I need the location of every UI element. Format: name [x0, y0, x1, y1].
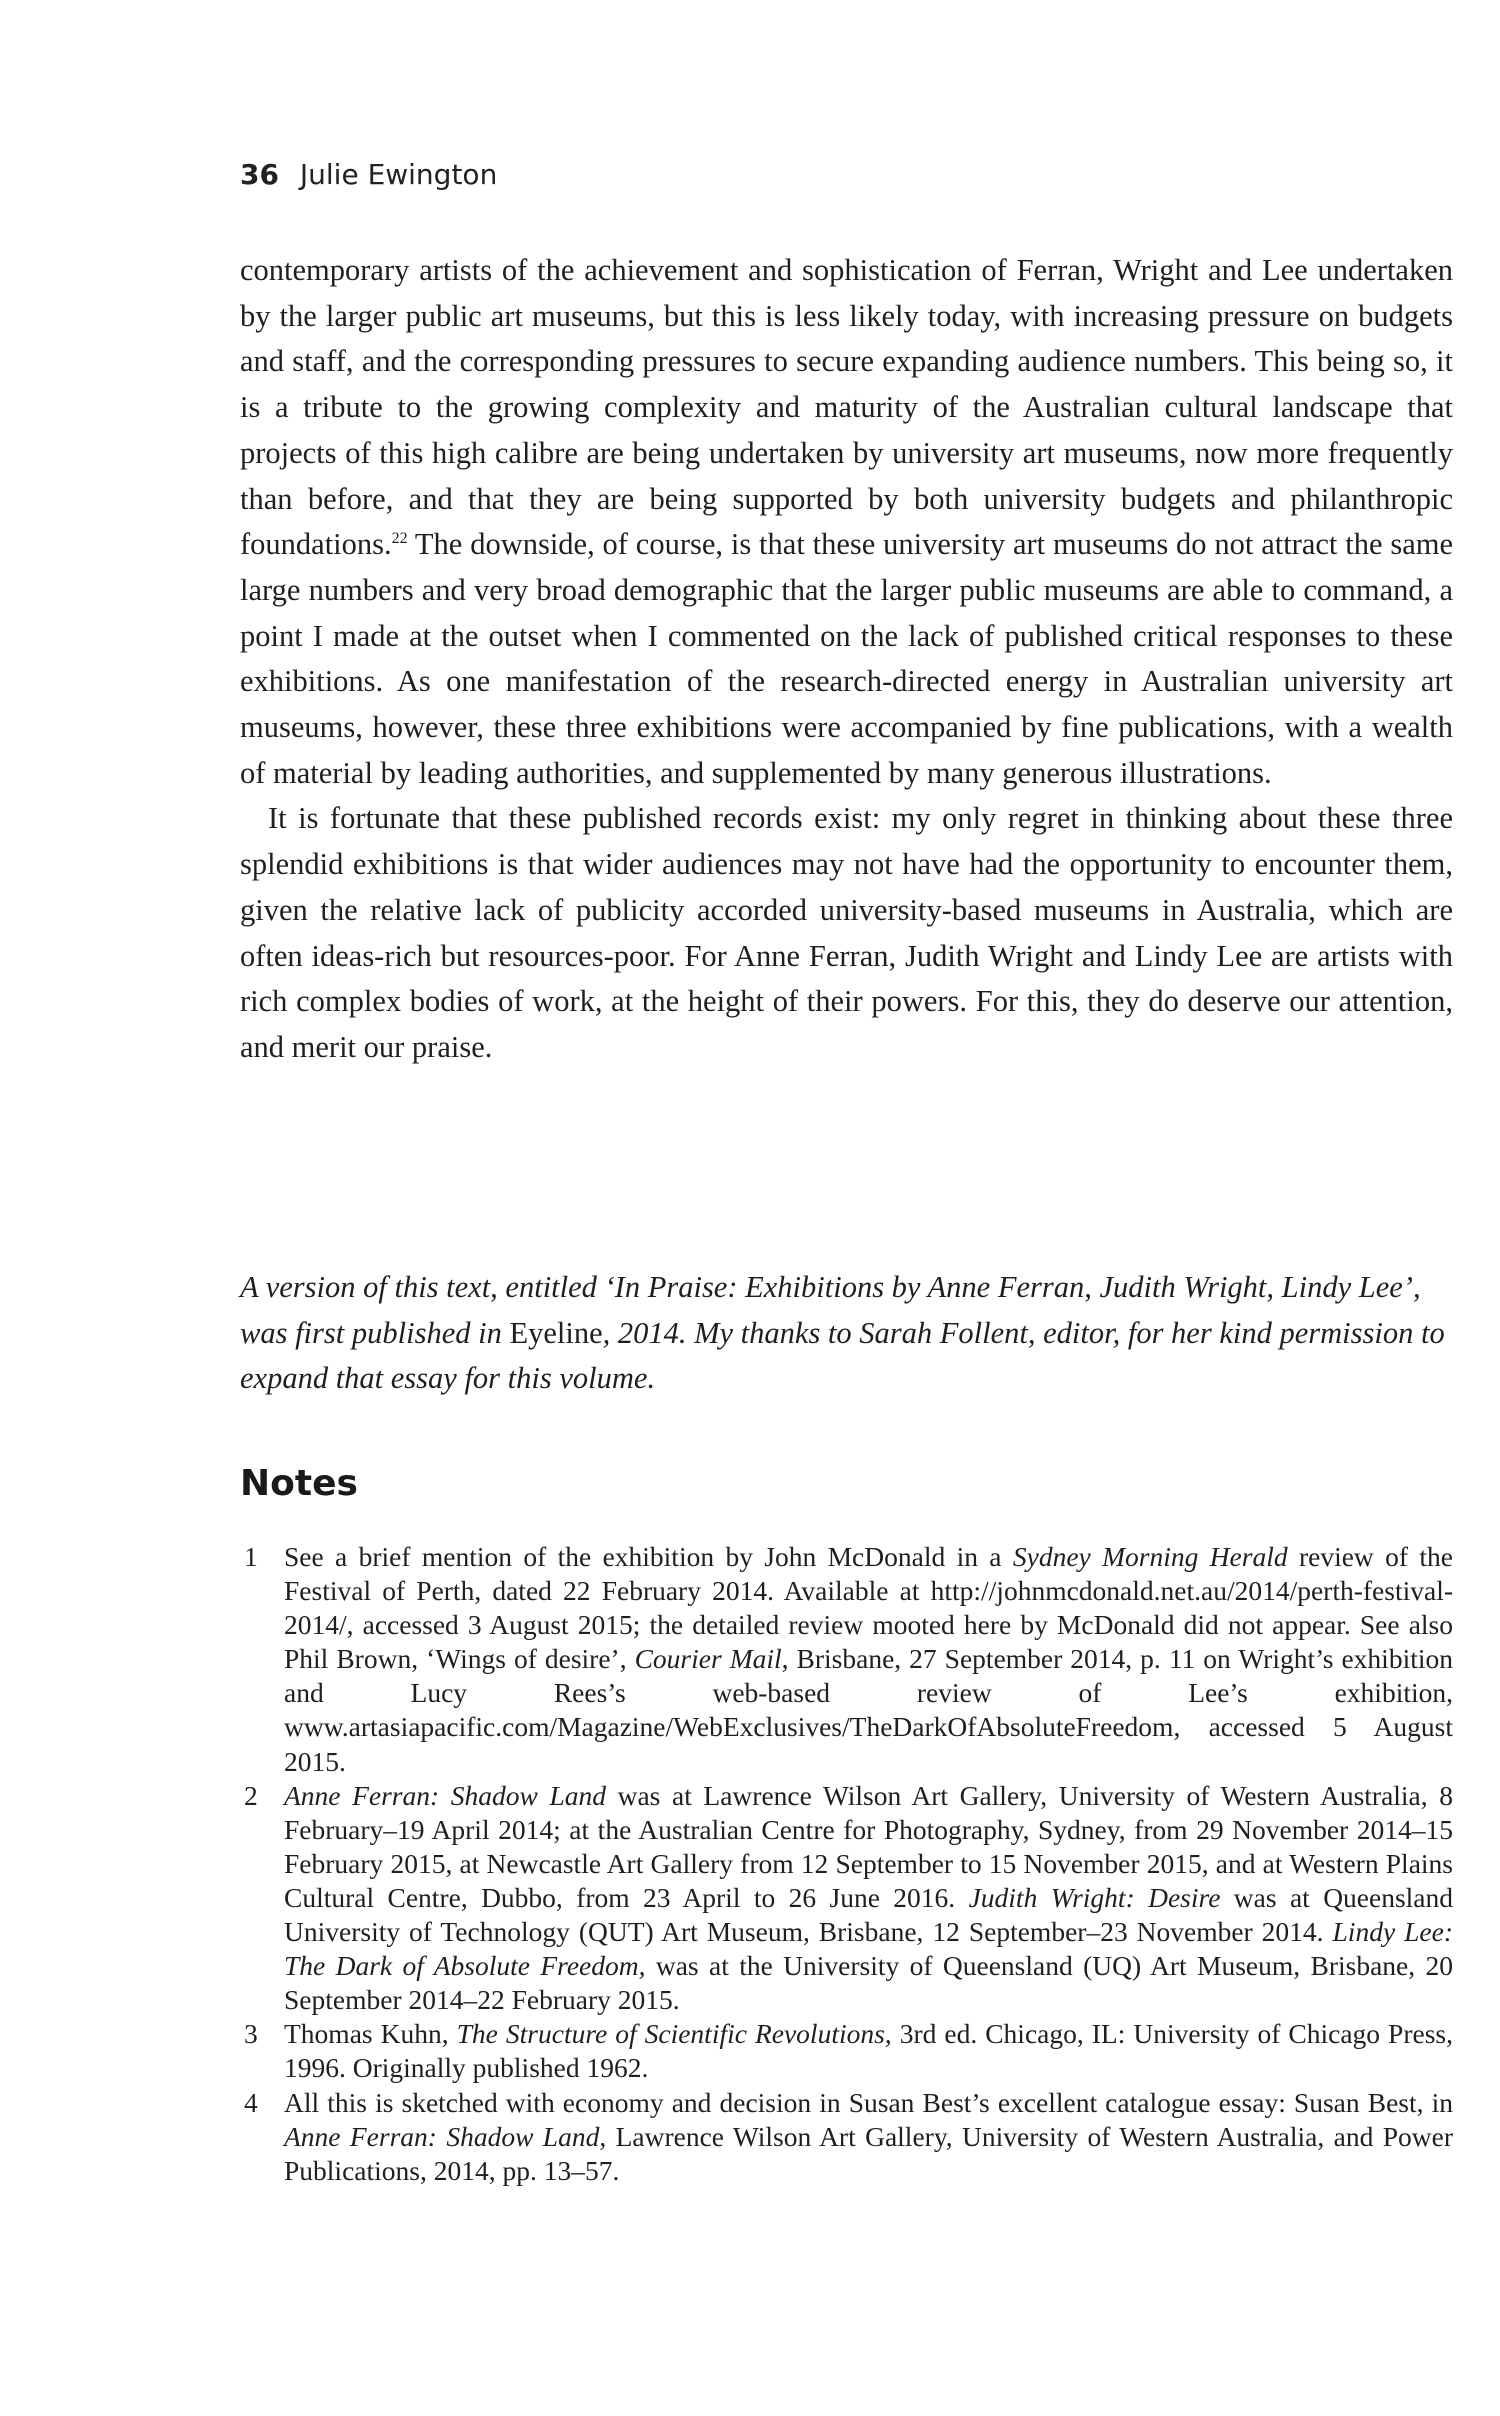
note-text: 3rd ed. Chicago, IL: University of Chicago Press, 1996. Originally published 1962. — [284, 2018, 1453, 2084]
paragraph-2: It is fortunate that these published records exist: my only regret in thinking about these three splendid exhibitions is that wider audiences may not have had the opportunity to encounter them, given the relative lack of publicity accorded university-based museums in Australia, which are often ideas-rich but resources-poor. For Anne Ferran, Judith Wright and Lindy Lee are artists with rich complex bodies of work, at the height of their powers. For this, they do deserve our attention, and merit our praise. — [240, 801, 1453, 1064]
note-italic: Judith Wright: Desire — [968, 1881, 1221, 1913]
note-italic: Courier Mail — [634, 1643, 782, 1675]
notes-heading: Notes — [240, 1463, 358, 1504]
note-text: was at the University of Queensland (UQ) Art Museum, Brisbane, 20 September 2014–22 February 2015. — [284, 1950, 1453, 2016]
page-number: 36 — [240, 158, 279, 191]
note-italic: Anne Ferran: Shadow Land — [284, 2120, 600, 2152]
note-italic: Sydney Morning Herald — [1012, 1541, 1288, 1572]
note-4 — [240, 2086, 1453, 2188]
note-text: See a brief mention of the exhibition by John McDonald in a — [284, 1541, 1013, 1572]
note-number: 1 — [244, 1541, 258, 1572]
note-text: , Brisbane, 27 September 2014, p. 11 on Wright’s exhibition and Lucy Rees’s web-based review of Lee’s exhibition, www.artasiapacific.com/Magazine/WebExclusives/TheDarkOfAbsoluteFreedom, accessed 5 August 2015. — [284, 1643, 1453, 1777]
note-number: 4 — [244, 2086, 258, 2118]
note-text: All this is sketched with economy and decision in Susan Best’s excellent catalogue essay: Susan Best, in — [284, 2086, 1453, 2118]
paragraph-1-part-b: The downside, of course, is that these university art museums do not attract the same large numbers and very broad demographic that the larger public museums are able to command, a point I made at the outset when I commented on the lack of published critical responses to these exhibitions. As one manifestation of the research-directed energy in Australian university art museums, however, these three exhibitions were accompanied by fine publications, with a wealth of material by leading authorities, and supplemented by many generous illustrations. — [240, 527, 1453, 790]
note-1 — [240, 1540, 1453, 1779]
acknowledgement-note — [240, 1265, 1453, 1402]
note-italic: The Structure of Scientific Revolutions, — [456, 2018, 892, 2050]
note-text: Thomas Kuhn, — [284, 2018, 457, 2050]
notes-list — [240, 1540, 1453, 2188]
note-number: 2 — [244, 1779, 258, 1811]
note-text: , Lawrence Wilson Art Gallery, University of Western Australia, and Power Publications, 2014, pp. 13–57. — [284, 2120, 1453, 2186]
note-2 — [240, 1779, 1453, 2018]
acknowledgement-part-1: A version of this text, entitled ‘In Praise: Exhibitions by Anne Ferran, Judith Wright, Lindy Lee’, was first published in — [240, 1270, 1421, 1350]
note-italic: Anne Ferran: Shadow Land — [284, 1779, 607, 1811]
footnote-reference: 22 — [391, 530, 408, 548]
note-text: was at Lawrence Wilson Art Gallery, University of Western Australia, 8 February–19 April 2014; at the Australian Centre for Photography, Sydney, from 29 November 2014–15 February 2015, at Newcastle Art Gallery from 12 September to 15 November 2015, and at Western Plains Cultural Centre, Dubbo, from 23 April to 26 June 2016. — [284, 1779, 1453, 1913]
acknowledgement-part-2: , 2014. My thanks to Sarah Follent, editor, for her kind permission to expand that essay for this volume. — [240, 1315, 1445, 1396]
note-number: 3 — [244, 2018, 258, 2050]
running-head — [240, 158, 497, 191]
journal-title: Eyeline — [509, 1315, 603, 1350]
body-text — [240, 248, 1453, 1071]
paragraph-1 — [240, 248, 1453, 796]
author-name: Julie Ewington — [299, 158, 498, 191]
note-text: review of the Festival of Perth, dated 22 February 2014. Available at http://johnmcdonald.net.au/2014/perth-festival-2014/, accessed 3 August 2015; the detailed review mooted here by McDonald did not appear. See also Phil Brown, ‘Wings of desire’, — [284, 1541, 1453, 1675]
note-text: was at Queensland University of Technology (QUT) Art Museum, Brisbane, 12 September–23 November 2014. — [284, 1881, 1454, 1948]
paragraph-1-part-a: contemporary artists of the achievement and sophistication of Ferran, Wright and Lee undertaken by the larger public art museums, but this is less likely today, with increasing pressure on budgets and staff, and the corresponding pressures to secure expanding audience numbers. This being so, it is a tribute to the growing complexity and maturity of the Australian cultural landscape that projects of this high calibre are being undertaken by university art museums, now more frequently than before, and that they are being supported by both university budgets and philanthropic foundations. — [240, 253, 1453, 562]
note-3 — [240, 2017, 1453, 2085]
note-italic: Lindy Lee: The Dark of Absolute Freedom, — [284, 1916, 1453, 1982]
